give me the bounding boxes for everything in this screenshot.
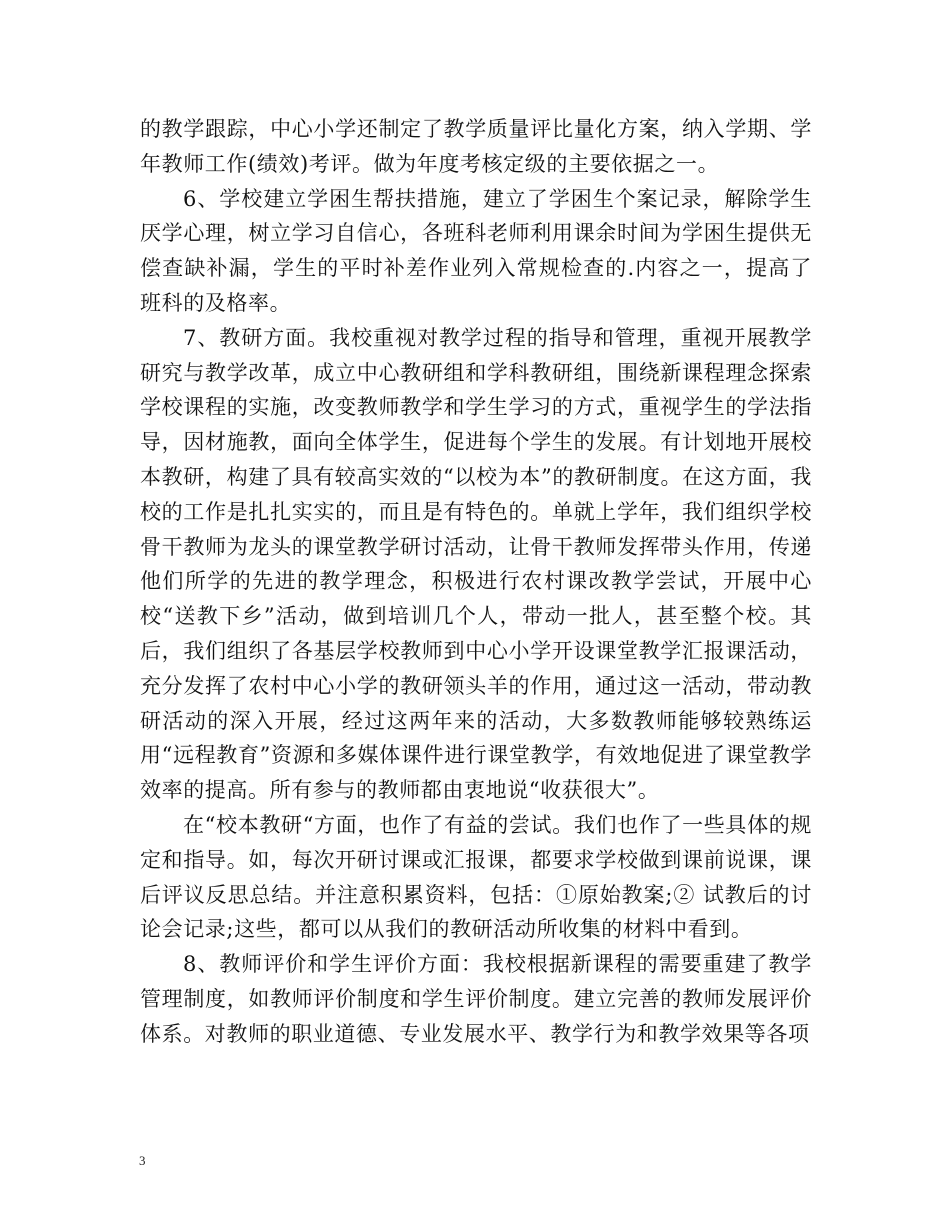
paragraph-4: 在“校本教研“方面，也作了有益的尝试。我们也作了一些具体的规定和指导。如，每次开研讨课或汇报课，都要求学校做到课前说课，课后评议反思总结。并注意积累资料，包括：①原始教案;② 试教后的讨论会记录;这些，都可以从我们的教研活动所收集的材料中看到。 xyxy=(140,812,812,942)
paragraph-5: 8、教师评价和学生评价方面：我校根据新课程的需要重建了教学管理制度，如教师评价制度和学生评价制度。建立完善的教师发展评价体系。对教师的职业道德、专业发展水平、教学行为和教学效果等各项 xyxy=(140,952,812,1046)
document-body xyxy=(140,112,812,1052)
paragraph-3: 7、教研方面。我校重视对教学过程的指导和管理，重视开展教学研究与教学改革，成立中心教研组和学科教研组，围绕新课程理念探索学校课程的实施，改变教师教学和学生学习的方式，重视学生的学法指导，因材施教，面向全体学生，促进每个学生的发展。有计划地开展校本教研，构建了具有较高实效的“以校为本”的教研制度。在这方面，我校的工作是扎扎实实的，而且是有特色的。单就上学年，我们组织学校骨干教师为龙头的课堂教学研讨活动，让骨干教师发挥带头作用，传递他们所学的先进的教学理念，积极进行农村课改教学尝试，开展中心校“送教下乡”活动，做到培训几个人，带动一批人，甚至整个校。其后，我们组织了各基层学校教师到中心小学开设课堂教学汇报课活动，充分发挥了农村中心小学的教研领头羊的作用，通过这一活动，带动教研活动的深入开展，经过这两年来的活动，大多数教师能够较熟练运用“远程教育”资源和多媒体课件进行课堂教学，有效地促进了课堂教学效率的提高。所有参与的教师都由衷地说“收获很大”。 xyxy=(140,325,812,803)
page-number: 3 xyxy=(139,1153,146,1168)
paragraph-2: 6、学校建立学困生帮扶措施，建立了学困生个案记录，解除学生厌学心理，树立学习自信心，各班科老师利用课余时间为学困生提供无偿查缺补漏，学生的平时补差作业列入常规检查的.内容之一，提高了班科的及格率。 xyxy=(140,186,812,315)
paragraph-1: 的教学跟踪，中心小学还制定了教学质量评比量化方案，纳入学期、学年教师工作(绩效)考评。做为年度考核定级的主要依据之一。 xyxy=(140,117,812,176)
